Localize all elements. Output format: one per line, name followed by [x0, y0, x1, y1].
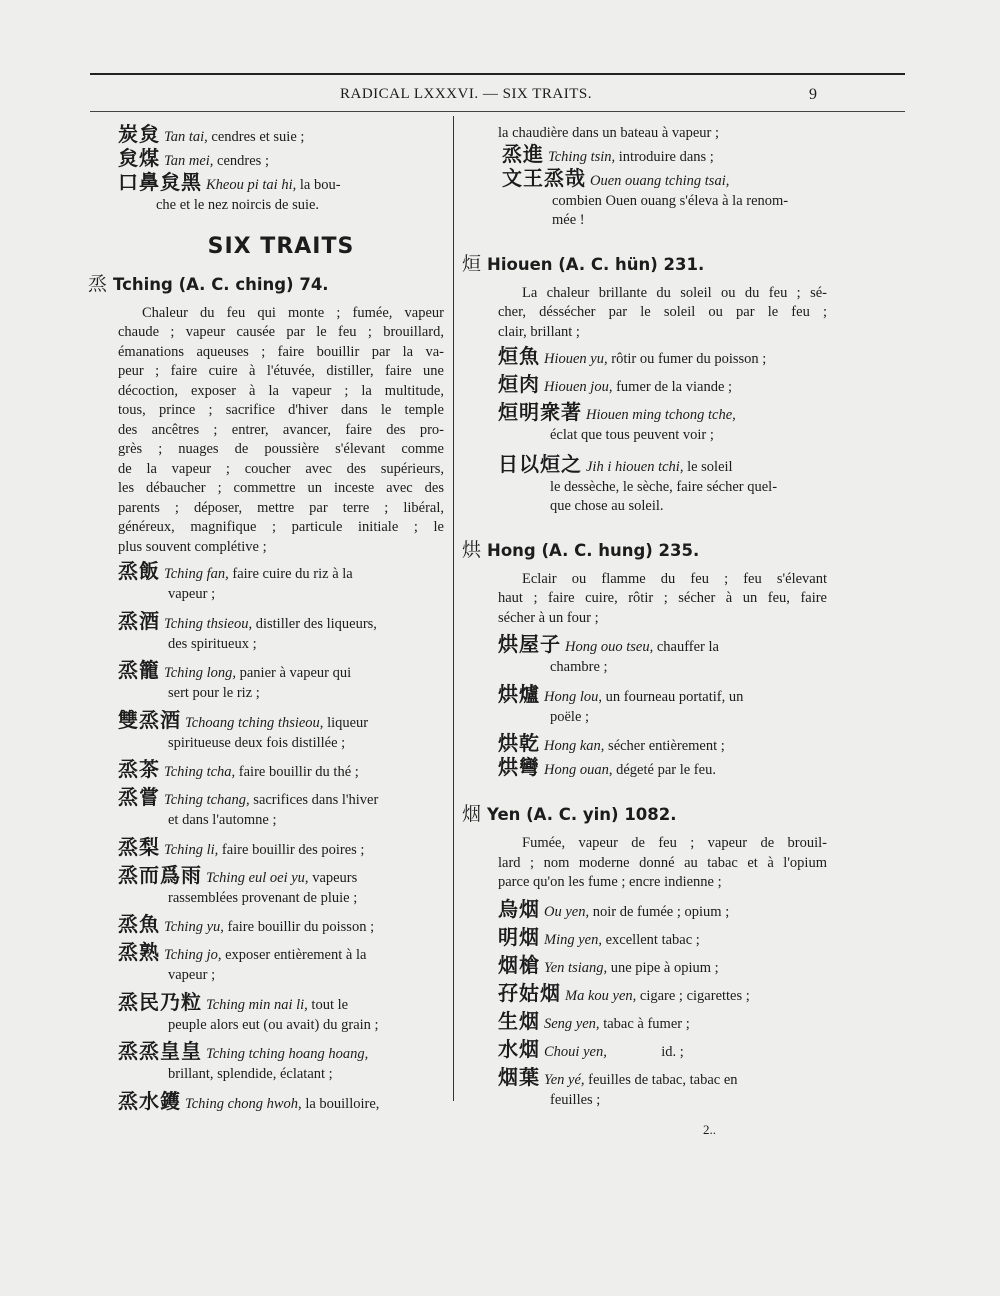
definition-line: des ancêtres ; entrer, avancer, faire des pro-	[118, 421, 444, 438]
example-line	[118, 1088, 444, 1115]
gloss: vapeurs	[308, 869, 358, 886]
definition-line: les débaucher ; commettre un inceste avec des	[118, 480, 444, 496]
gloss-continuation: peuple alors eut (ou avait) du grain ;	[168, 1016, 379, 1033]
romanization: Tchoang tching thsieou,	[185, 714, 324, 731]
gloss: faire bouillir du poisson ;	[223, 919, 375, 935]
romanization: Hong kan,	[544, 738, 605, 754]
chinese-term: 烜魚	[498, 344, 540, 368]
gloss: tabac à fumer ;	[599, 1015, 690, 1032]
romanization: Tching li,	[164, 841, 219, 858]
example-line	[118, 608, 444, 635]
chinese-term: 烘屋子	[498, 632, 561, 656]
definition-line: peur ; faire cuire à l'étuvée, distiller, faire une	[118, 363, 444, 379]
gloss-continuation: brillant, splendide, éclatant ;	[168, 1066, 333, 1082]
definition-line: décoction, exposer à la vapeur ; la multitude,	[118, 382, 444, 399]
entry-heading	[462, 535, 827, 562]
chinese-term: 口鼻炱黑	[118, 170, 202, 194]
definition-line: de la vapeur ; coucher avec des supérieurs,	[118, 460, 444, 477]
romanization: Tching tcha,	[164, 764, 236, 780]
example-line	[498, 374, 827, 398]
example-line	[118, 660, 444, 684]
gloss: rôtir ou fumer du poisson ;	[607, 351, 767, 367]
romanization: Hong ouo tseu,	[565, 639, 654, 655]
example-line	[498, 1008, 827, 1035]
example-line	[118, 1041, 444, 1065]
gloss: panier à vapeur qui	[235, 665, 352, 681]
definition-line: clair, brillant ;	[498, 323, 580, 340]
gloss-continuation: rassemblées provenant de pluie ;	[168, 889, 358, 906]
example-line	[498, 980, 827, 1007]
gloss: exposer entièrement à la	[221, 947, 367, 963]
chinese-term: 烝魚	[118, 912, 160, 936]
chinese-term: 生烟	[498, 1008, 540, 1033]
gloss-continuation: poële ;	[550, 708, 590, 725]
chinese-term: 炱煤	[118, 146, 160, 170]
romanization: Tching min nai li,	[206, 996, 308, 1013]
chinese-term: 烜明衆著	[498, 400, 582, 424]
definition-line: cher, déssécher par le soleil ou par le feu ;	[498, 304, 827, 320]
gloss-continuation: que chose au soleil.	[550, 498, 664, 514]
gloss: introduire dans ;	[615, 148, 714, 165]
romanization: Tching eul oei yu,	[206, 869, 309, 886]
romanization: Ming yen,	[544, 931, 602, 948]
gloss: dégeté par le feu.	[612, 762, 716, 778]
chinese-term: 烘爐	[498, 681, 540, 706]
example-line	[118, 759, 444, 783]
romanization: Hiouen ming tchong tche,	[586, 407, 736, 423]
example-line	[498, 1064, 827, 1091]
romanization: Ma kou yen,	[565, 987, 637, 1004]
example-list	[462, 634, 827, 781]
entry-character: 烝	[88, 272, 108, 295]
chinese-term: 日以烜之	[498, 451, 582, 476]
gloss: noir de fumée ; opium ;	[589, 903, 730, 920]
gloss: distiller des liqueurs,	[252, 615, 377, 632]
gloss-continuation: feuilles ;	[550, 1091, 601, 1108]
gloss-continuation: mée !	[552, 212, 585, 228]
example-line	[498, 402, 827, 426]
gloss-continuation: des spiritueux ;	[168, 635, 257, 652]
example-line	[118, 787, 444, 811]
example-line	[118, 942, 444, 966]
gloss: la bou-	[296, 177, 341, 193]
left-column	[88, 122, 444, 1115]
entry-definition	[462, 284, 827, 343]
gloss: cendres et suie ;	[207, 129, 305, 145]
example-line	[118, 172, 444, 196]
gloss: cigare ; cigarettes ;	[636, 987, 750, 1004]
gloss: sécher entièrement ;	[604, 738, 725, 754]
chinese-term: 烝進	[502, 141, 544, 166]
running-header: RADICAL LXXXVI. — SIX TRAITS.	[340, 86, 592, 102]
definition-line: haut ; faire cuire, rôtir ; sécher à un feu, faire	[498, 590, 827, 606]
header-rule-bottom	[90, 111, 905, 112]
chinese-term: 明烟	[498, 924, 540, 949]
header-rule-top	[90, 73, 905, 75]
definition-line: parents ; déposer, mettre par terre ; libéral,	[118, 499, 444, 516]
gloss: un fourneau portatif, un	[602, 688, 744, 705]
chinese-term: 烝熟	[118, 940, 160, 964]
gloss: faire bouillir du thé ;	[235, 764, 359, 780]
example-line	[498, 733, 827, 757]
definition-line: Chaleur du feu qui monte ; fumée, vapeur	[142, 304, 444, 321]
example-line	[118, 989, 444, 1016]
chinese-term: 水烟	[498, 1036, 540, 1061]
entry-heading-text: Hong (A. C. hung) 235.	[487, 540, 700, 560]
romanization: Tan tai,	[164, 129, 208, 145]
romanization: Ou yen,	[544, 903, 590, 920]
gloss: le soleil	[683, 458, 733, 475]
chinese-term: 雙烝酒	[118, 707, 181, 732]
chinese-term: 烟葉	[498, 1064, 540, 1089]
gloss-continuation: vapeur ;	[168, 967, 216, 983]
entry-heading	[462, 249, 827, 276]
entry-character: 烘	[462, 538, 482, 561]
example-line	[118, 834, 444, 861]
entry-heading-text: Yen (A. C. yin) 1082.	[487, 805, 677, 824]
romanization: Yen yé,	[544, 1071, 585, 1088]
example-line	[118, 914, 444, 938]
example-line	[118, 124, 444, 148]
example-line	[498, 1036, 827, 1063]
page-number: 9	[809, 86, 817, 103]
example-line	[498, 346, 827, 370]
gloss-continuation: che et le nez noircis de suie.	[156, 197, 320, 213]
romanization: Tching jo,	[164, 947, 222, 963]
romanization: Hong lou,	[544, 688, 602, 705]
gloss-continuation: vapeur ;	[168, 586, 216, 602]
gloss-continuation: chambre ;	[550, 659, 608, 675]
chinese-term: 文王烝哉	[502, 165, 586, 190]
example-line	[498, 451, 827, 478]
romanization: Hong ouan,	[544, 762, 613, 778]
definition-line: sécher à un four ;	[498, 609, 599, 626]
gloss: faire cuire du riz à la	[228, 566, 353, 582]
example-line	[498, 681, 827, 708]
chinese-term: 烝籠	[118, 658, 160, 682]
definition-line: La chaleur brillante du soleil ou du feu ; sé-	[522, 284, 827, 301]
signature-mark: 2..	[703, 1122, 716, 1137]
example-line	[498, 896, 827, 923]
section-title: SIX TRAITS	[207, 233, 355, 259]
example-list	[118, 561, 444, 1115]
entry-character: 烟	[462, 803, 482, 825]
example-line	[118, 862, 444, 889]
right-column	[462, 124, 827, 1110]
entry-character: 烜	[462, 252, 482, 275]
chinese-term: 烝民乃粒	[118, 989, 202, 1014]
romanization: Seng yen,	[544, 1015, 600, 1032]
definition-line: lard ; nom moderne donné au tabac et à l'opium	[498, 854, 827, 871]
romanization: Choui yen,	[544, 1043, 607, 1060]
column-divider	[453, 116, 454, 1101]
gloss: sacrifices dans l'hiver	[249, 792, 379, 808]
entry-heading-text: Hiouen (A. C. hün) 231.	[487, 254, 705, 274]
chinese-term: 烝酒	[118, 608, 160, 633]
romanization: Kheou pi tai hi,	[206, 177, 297, 193]
romanization: Jih i hiouen tchi,	[586, 458, 684, 475]
gloss: faire bouillir des poires ;	[218, 841, 365, 858]
chinese-term: 烝水鑊	[118, 1088, 181, 1113]
example-line	[462, 141, 827, 168]
chinese-term: 烝梨	[118, 834, 160, 859]
definition-line: plus souvent complétive ;	[118, 538, 267, 555]
chinese-term: 烏烟	[498, 896, 540, 921]
entry-definition	[462, 570, 827, 629]
chinese-term: 烝烝皇皇	[118, 1039, 202, 1063]
example-line	[462, 165, 827, 192]
definition-line: tous, prince ; sacrifice d'hiver dans le temple	[118, 402, 444, 418]
chinese-term: 烝嘗	[118, 785, 160, 809]
romanization: Tching long,	[164, 665, 236, 681]
example-line	[498, 924, 827, 951]
example-list	[462, 346, 827, 517]
romanization: Tching tching hoang hoang,	[206, 1046, 369, 1062]
definition-line: grès ; nuages de poussière s'élevant comme	[118, 441, 444, 457]
chinese-term: 烝而爲雨	[118, 862, 202, 887]
entry-heading-text: Tching (A. C. ching) 74.	[113, 274, 329, 294]
chinese-term: 烟槍	[498, 952, 540, 977]
entry-heading	[462, 799, 827, 826]
romanization: Tching chong hwoh,	[185, 1095, 302, 1112]
gloss-continuation: et dans l'automne ;	[168, 812, 277, 828]
definition-line: généreux, magnifique ; particule initiale ; le	[118, 519, 444, 535]
gloss: une pipe à opium ;	[607, 959, 719, 976]
romanization: Tching thsieou,	[164, 615, 253, 632]
example-line	[118, 148, 444, 172]
definition-line: parce qu'on les fume ; encre indienne ;	[498, 874, 722, 890]
example-line	[498, 634, 827, 658]
gloss-continuation: éclat que tous peuvent voir ;	[550, 427, 714, 443]
chinese-term: 孖姑烟	[498, 980, 561, 1005]
example-line	[118, 561, 444, 585]
romanization: Hiouen yu,	[544, 351, 608, 367]
chinese-term: 烝茶	[118, 757, 160, 781]
romanization: Tching tchang,	[164, 792, 250, 808]
gloss: fumer de la viande ;	[612, 379, 733, 395]
romanization: Tching tsin,	[548, 148, 616, 165]
gloss: liqueur	[323, 714, 369, 731]
example-line	[498, 757, 827, 781]
gloss-continuation: spiritueuse deux fois distillée ;	[168, 734, 346, 751]
gloss: excellent tabac ;	[601, 931, 700, 948]
example-list	[462, 896, 827, 1111]
romanization: Tan mei,	[164, 153, 214, 169]
romanization: Hiouen jou,	[544, 379, 613, 395]
definition-line: émanations aqueuses ; faire bouillir par la va-	[118, 343, 444, 360]
romanization: Ouen ouang tching tsai,	[590, 172, 730, 189]
gloss-continuation: le dessèche, le sèche, faire sécher quel-	[550, 478, 778, 495]
gloss: tout le	[307, 996, 349, 1013]
gloss: la bouilloire,	[301, 1095, 380, 1112]
romanization: Yen tsiang,	[544, 959, 608, 976]
example-line	[118, 707, 444, 734]
romanization: Tching fan,	[164, 566, 229, 582]
chinese-term: 烘乾	[498, 731, 540, 755]
gloss: id. ;	[606, 1043, 684, 1060]
definition-line: chaude ; vapeur causée par le feu ; brouillard,	[118, 324, 444, 340]
chinese-term: 炭炱	[118, 122, 160, 146]
chinese-term: 烘彎	[498, 755, 540, 779]
gloss-continuation: combien Ouen ouang s'éleva à la renom-	[552, 192, 789, 209]
gloss-continuation: sert pour le riz ;	[168, 685, 260, 701]
definition-line: Eclair ou flamme du feu ; feu s'élevant	[522, 570, 827, 587]
gloss: feuilles de tabac, tabac en	[584, 1071, 738, 1088]
entry-definition	[118, 304, 444, 558]
entry-definition	[462, 834, 827, 893]
gloss: chauffer la	[653, 639, 719, 655]
example-line	[498, 952, 827, 979]
chinese-term: 烝飯	[118, 559, 160, 583]
chinese-term: 烜肉	[498, 372, 540, 396]
gloss-continuation: la chaudière dans un bateau à vapeur ;	[498, 125, 720, 141]
entry-heading	[88, 269, 444, 296]
gloss: cendres ;	[213, 153, 269, 169]
romanization: Tching yu,	[164, 919, 224, 935]
definition-line: Fumée, vapeur de feu ; vapeur de brouil-	[522, 835, 827, 851]
